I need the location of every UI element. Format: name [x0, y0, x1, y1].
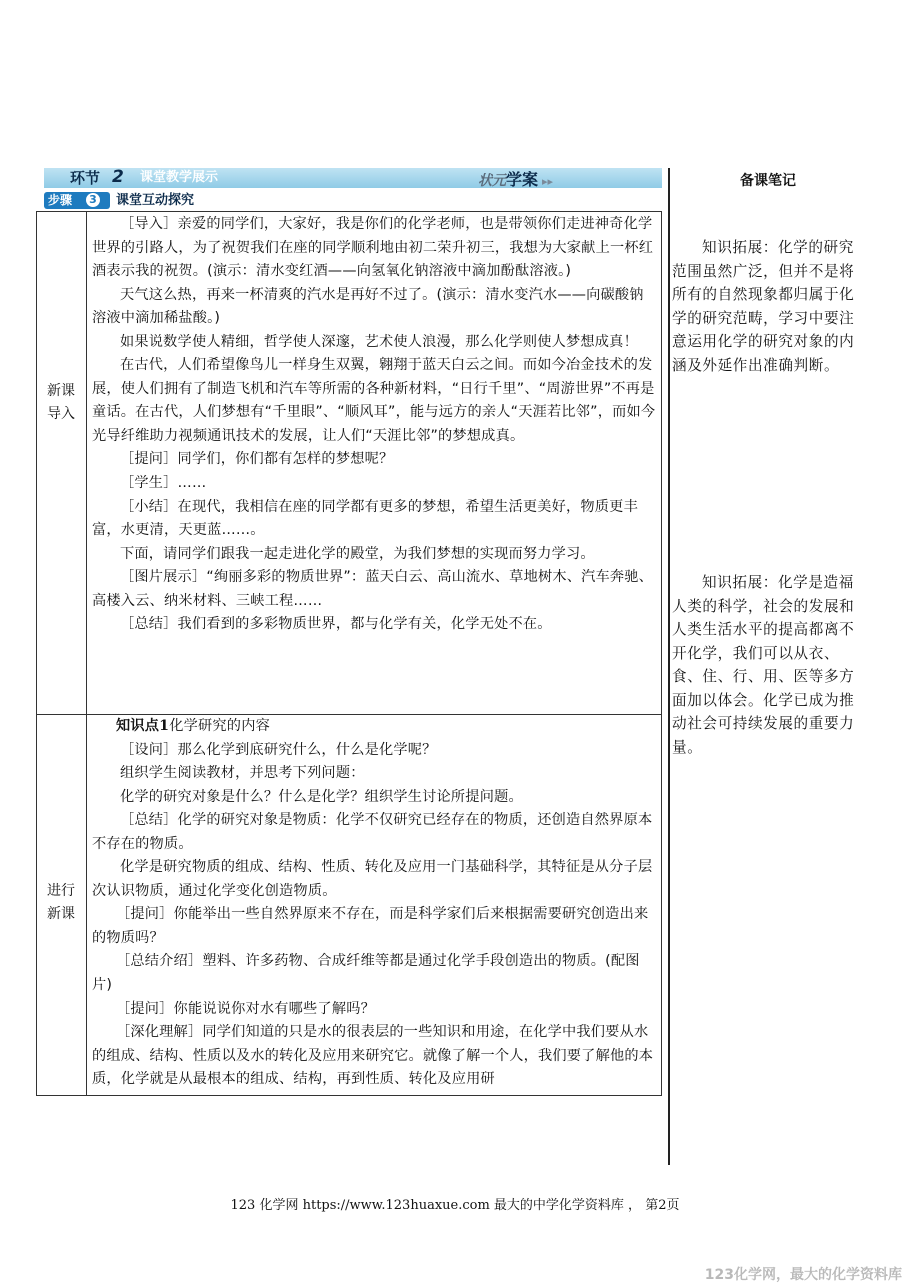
column-divider — [86, 211, 87, 1096]
notes-divider — [668, 168, 670, 1165]
step-title: 课堂互动探究 — [116, 193, 195, 208]
paragraph: 下面，请同学们跟我一起走进化学的殿堂，为我们梦想的实现而努力学习。 — [120, 545, 595, 562]
row-label-line: 新课 导入 — [47, 383, 75, 422]
paragraph: ［总结介绍］塑料、许多药物、合成纤维等都是通过化学手段创造出的物质。(配图片) — [92, 953, 640, 994]
paragraph: 如果说数学使人精细，哲学使人深邃，艺术使人浪漫，那么化学则使人梦想成真！ — [120, 333, 638, 350]
paragraph: 天气这么热，再来一杯清爽的汽水是再好不过了。(演示：清水变汽水——向碳酸钠溶液中滴加稀盐酸。) — [92, 286, 644, 327]
side-note — [672, 236, 868, 377]
row-label-new-lesson — [36, 880, 86, 926]
section-number: 2 — [112, 167, 124, 187]
knowledge-point-title: 化学研究的内容 — [169, 718, 270, 734]
paragraph: 组织学生阅读教材，并思考下列问题： — [120, 765, 365, 782]
page-footer: 123 化学网 https://www.123huaxue.com 最大的中学化学资料库 ， 第2页 — [230, 1198, 680, 1213]
paragraph: ［小结］在现代，我相信在座的同学都有更多的梦想，希望生活更美好，物质更丰富，水更清，天更蓝……。 — [92, 498, 638, 539]
paragraph: ［图片展示］“绚丽多彩的物质世界”：蓝天白云、高山流水、草地树木、汽车奔驰、高楼入云、纳米材料、三峡工程…… — [92, 569, 654, 609]
step-number: 3 — [86, 193, 100, 207]
side-note-text: 知识拓展：化学是造福人类的科学，社会的发展和人类生活水平的提高都离不开化学，我们可以从衣、食、住、行、用、医等多方面加以体会。化学已成为推动社会可持续发展的重要力量。 — [672, 574, 855, 756]
paragraph: ［导入］亲爱的同学们，大家好，我是你们的化学老师，也是带领你们走进神奇化学世界的引路人，为了祝贺我们在座的同学顺利地由初二荣升初三，我想为大家献上一杯红酒表示我的祝贺。(演示：清水变红酒——向氢氧化钠溶液中滴加酚酞溶液。) — [92, 216, 654, 280]
brand-logo — [478, 167, 662, 189]
section-label: 环节 — [70, 169, 101, 187]
paragraph: ［提问］同学们，你们都有怎样的梦想呢？ — [120, 451, 394, 468]
row-label-line: 进行 新课 — [47, 883, 75, 922]
brand-part1: 状元 — [478, 173, 506, 189]
row-content-intro — [92, 213, 656, 637]
paragraph: 化学是研究物质的组成、结构、性质、转化及应用一门基础科学，其特征是从分子层次认识物质，通过化学变化创造物质。 — [92, 859, 653, 899]
paragraph: ［总结］我们看到的多彩物质世界，都与化学有关，化学无处不在。 — [120, 616, 552, 633]
watermark: 123化学网，最大的化学资料库 — [704, 1267, 902, 1283]
paragraph: ［学生］…… — [120, 475, 207, 492]
row-label-intro — [36, 380, 86, 426]
knowledge-point-heading — [92, 715, 656, 739]
knowledge-point-number: 知识点1 — [116, 718, 170, 734]
notes-title: 备课笔记 — [740, 173, 796, 189]
side-note-text: 知识拓展：化学的研究范围虽然广泛，但并不是将所有的自然现象都归属于化学的研究范畴，学习中要注意运用化学的研究对象的内涵及外延作出准确判断。 — [672, 239, 855, 374]
brand-part2: 学案 — [506, 170, 539, 189]
paragraph: ［深化理解］同学们知道的只是水的很表层的一些知识和用途，在化学中我们要从水的组成、结构、性质以及水的转化及应用来研究它。就像了解一个人，我们要了解他的本质，化学就是从最根本的组成、结构，再到性质、转化及应用研 — [92, 1024, 654, 1088]
section-title: 课堂教学展示 — [140, 170, 219, 185]
paragraph: ［提问］你能举出一些自然界原来不存在，而是科学家们后来根据需要研究创造出来的物质吗？ — [92, 906, 649, 946]
row-content-new-lesson — [92, 715, 656, 1092]
step-label: 步骤 — [48, 193, 73, 207]
paragraph: ［设问］那么化学到底研究什么，什么是化学呢？ — [120, 741, 437, 758]
paragraph: 化学的研究对象是什么？什么是化学？组织学生讨论所提问题。 — [120, 788, 523, 805]
side-note — [672, 571, 868, 759]
paragraph: ［总结］化学的研究对象是物质：化学不仅研究已经存在的物质，还创造自然界原本不存在的物质。 — [92, 812, 653, 852]
paragraph: 在古代，人们希望像鸟儿一样身生双翼，翱翔于蓝天白云之间。而如今冶金技术的发展，使人们拥有了制造飞机和汽车等所需的各种新材料，“日行千里”、“周游世界”不再是童话。在古代，人们梦想有“千里眼”、“顺风耳”，能与远方的亲人“天涯若比邻”，而如今光导纤维助力视频通讯技术的发展，让人们“天涯比邻”的梦想成真。 — [92, 357, 656, 444]
arrow-icon: ▸▸ — [542, 175, 554, 188]
paragraph: ［提问］你能说说你对水有哪些了解吗？ — [116, 1000, 375, 1017]
